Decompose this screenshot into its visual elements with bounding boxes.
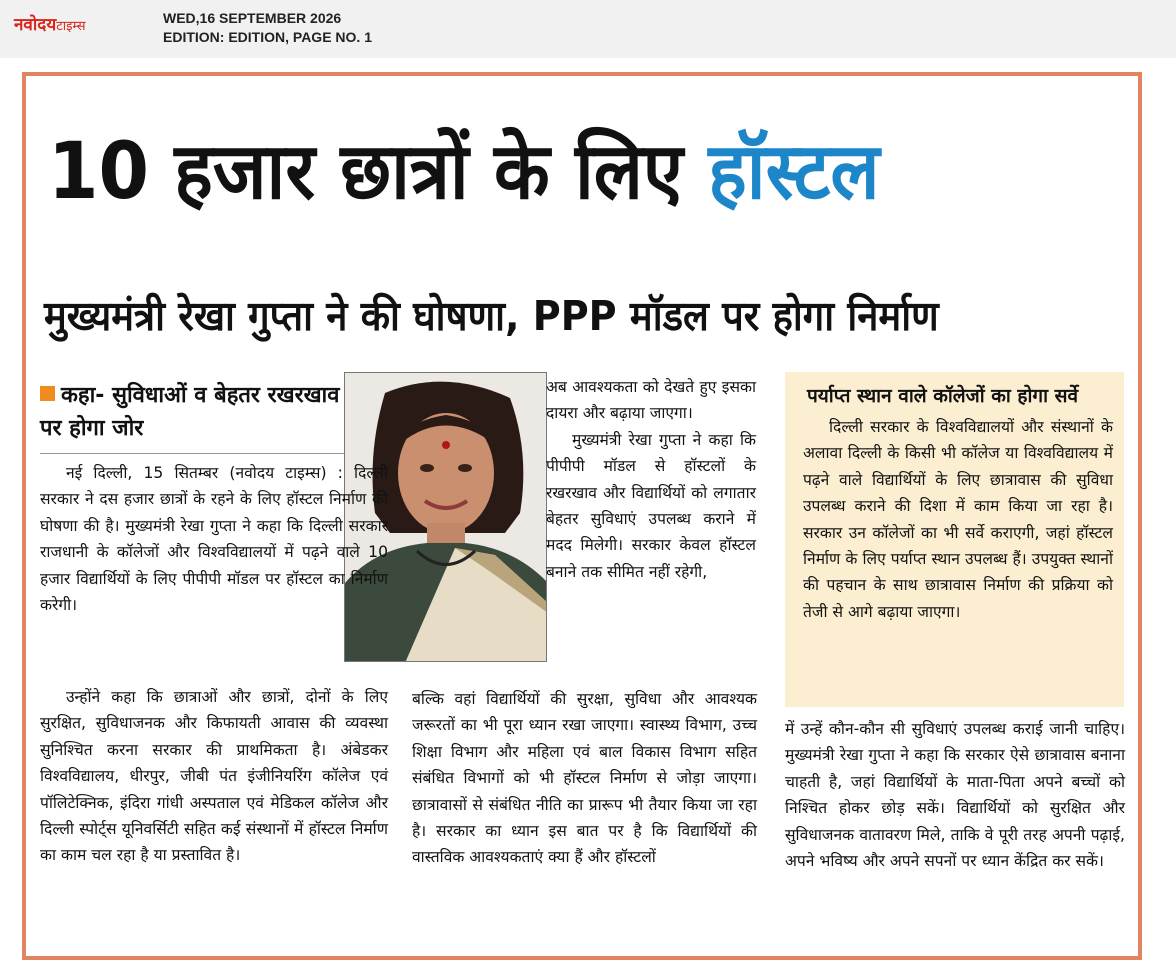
kicker-divider (40, 453, 346, 454)
column-1-paragraph-1 (40, 460, 388, 618)
orange-square-icon (40, 386, 55, 401)
logo-main-text: नवोदय (14, 15, 57, 35)
edition-date: WED,16 SEPTEMBER 2026 (163, 10, 342, 26)
body-text: दिल्ली सरकार के विश्वविद्यालयों और संस्थानों के अलावा दिल्ली के किसी भी कॉलेज या विश्वविद्यालय में पढ़ने वाले विद्यार्थियों के लिए छात्रावास की सुविधा उपलब्ध कराने की दिशा में काम किया जा रहा है। सरकार उन कॉलेजों का भी सर्वे कराएगी, जहां हॉस्टल निर्माण के लिए पर्याप्त स्थान उपलब्ध हैं। उपयुक्त स्थानों की पहचान के साथ छात्रावास निर्माण की प्रक्रिया को तेजी से आगे बढ़ाया जाएगा। (803, 418, 1113, 621)
subheadline: मुख्यमंत्री रेखा गुप्ता ने की घोषणा, PPP मॉडल पर होगा निर्माण (44, 292, 939, 340)
headline-text: 10 हजार छात्रों के लिए (48, 127, 709, 217)
edition-page: EDITION: EDITION, PAGE NO. 1 (163, 29, 372, 45)
sidebar-box (785, 372, 1124, 707)
newspaper-logo[interactable] (14, 12, 86, 35)
body-text: बल्कि वहां विद्यार्थियों की सुरक्षा, सुविधा और आवश्यक जरूरतों का भी पूरा ध्यान रखा जाएगा। स्वास्थ्य विभाग, उच्च शिक्षा विभाग और महिला एवं बाल विकास विभाग सहित संबंधित विभागों को भी हॉस्टल निर्माण से जोड़ा जाएगा। छात्रावासों से संबंधित नीति का प्रारूप भी तैयार किया जा रहा है। सरकार का ध्यान इस बात पर है कि विद्यार्थियों की वास्तविक आवश्यकताएं क्या हैं और हॉस्टलों (412, 690, 757, 867)
column-4 (785, 716, 1125, 874)
column-1-paragraph-2 (40, 684, 388, 869)
kicker-text: कहा- सुविधाओं व बेहतर रखरखाव पर होगा जोर (40, 383, 340, 441)
sidebar-box-title: पर्याप्त स्थान वाले कॉलेजों का होगा सर्वे (807, 385, 1079, 407)
headline (48, 126, 1052, 218)
kicker (40, 379, 346, 445)
sidebar-box-body (803, 414, 1113, 625)
logo-sub-text: टाइम्स (56, 19, 86, 34)
body-text: नई दिल्ली, 15 सितम्बर (नवोदय टाइम्स) : दिल्ली सरकार ने दस हजार छात्रों के रहने के लिए हॉस्टल निर्माण की घोषणा की है। मुख्यमंत्री रेखा गुप्ता ने कहा कि दिल्ली सरकार राजधानी के कॉलेजों और विश्वविद्यालयों में पढ़ने वाले 10 हजार विद्यार्थियों के लिए पीपीपी मॉडल पर हॉस्टल का निर्माण करेगी। (40, 464, 388, 615)
column-2 (546, 374, 756, 585)
body-text: अब आवश्यकता को देखते हुए इसका दायरा और बढ़ाया जाएगा। (546, 378, 756, 423)
column-3 (412, 686, 757, 871)
edition-meta (163, 9, 372, 47)
edition-header (0, 0, 1176, 58)
article-clipping (22, 72, 1142, 960)
body-text: मुख्यमंत्री रेखा गुप्ता ने कहा कि पीपीपी मॉडल से हॉस्टलों के रखरखाव और विद्यार्थियों को लगातार बेहतर सुविधाएं उपलब्ध कराने में मदद मिलेगी। सरकार केवल हॉस्टल बनाने तक सीमित नहीं रहेगी, (546, 430, 756, 581)
body-text: में उन्हें कौन-कौन सी सुविधाएं उपलब्ध कराई जानी चाहिए। मुख्यमंत्री रेखा गुप्ता ने कहा कि सरकार ऐसे छात्रावास बनाना चाहती है, जहां विद्यार्थियों के माता-पिता अपने बच्चों को निश्चित होकर छोड़ सकें। विद्यार्थियों को सुरक्षित और सुविधाजनक वातावरण मिले, ताकि वे पूरी तरह अपनी पढ़ाई, अपने भविष्य और अपने सपनों पर ध्यान केंद्रित कर सकें। (785, 720, 1125, 871)
headline-highlight: हॉस्टल (708, 127, 880, 217)
body-text: उन्होंने कहा कि छात्राओं और छात्रों, दोनों के लिए सुरक्षित, सुविधाजनक और किफायती आवास की व्यवस्था सुनिश्चित करना सरकार की प्राथमिकता है। अंबेडकर विश्वविद्यालय, धीरपुर, जीबी पंत इंजीनियरिंग कॉलेज एवं पॉलिटेक्निक, इंदिरा गांधी अस्पताल एवं मेडिकल कॉलेज और दिल्ली स्पोर्ट्स यूनिवर्सिटी सहित कई संस्थानों में हॉस्टल निर्माण का काम चल रहा है या प्रस्तावित है। (40, 688, 388, 865)
